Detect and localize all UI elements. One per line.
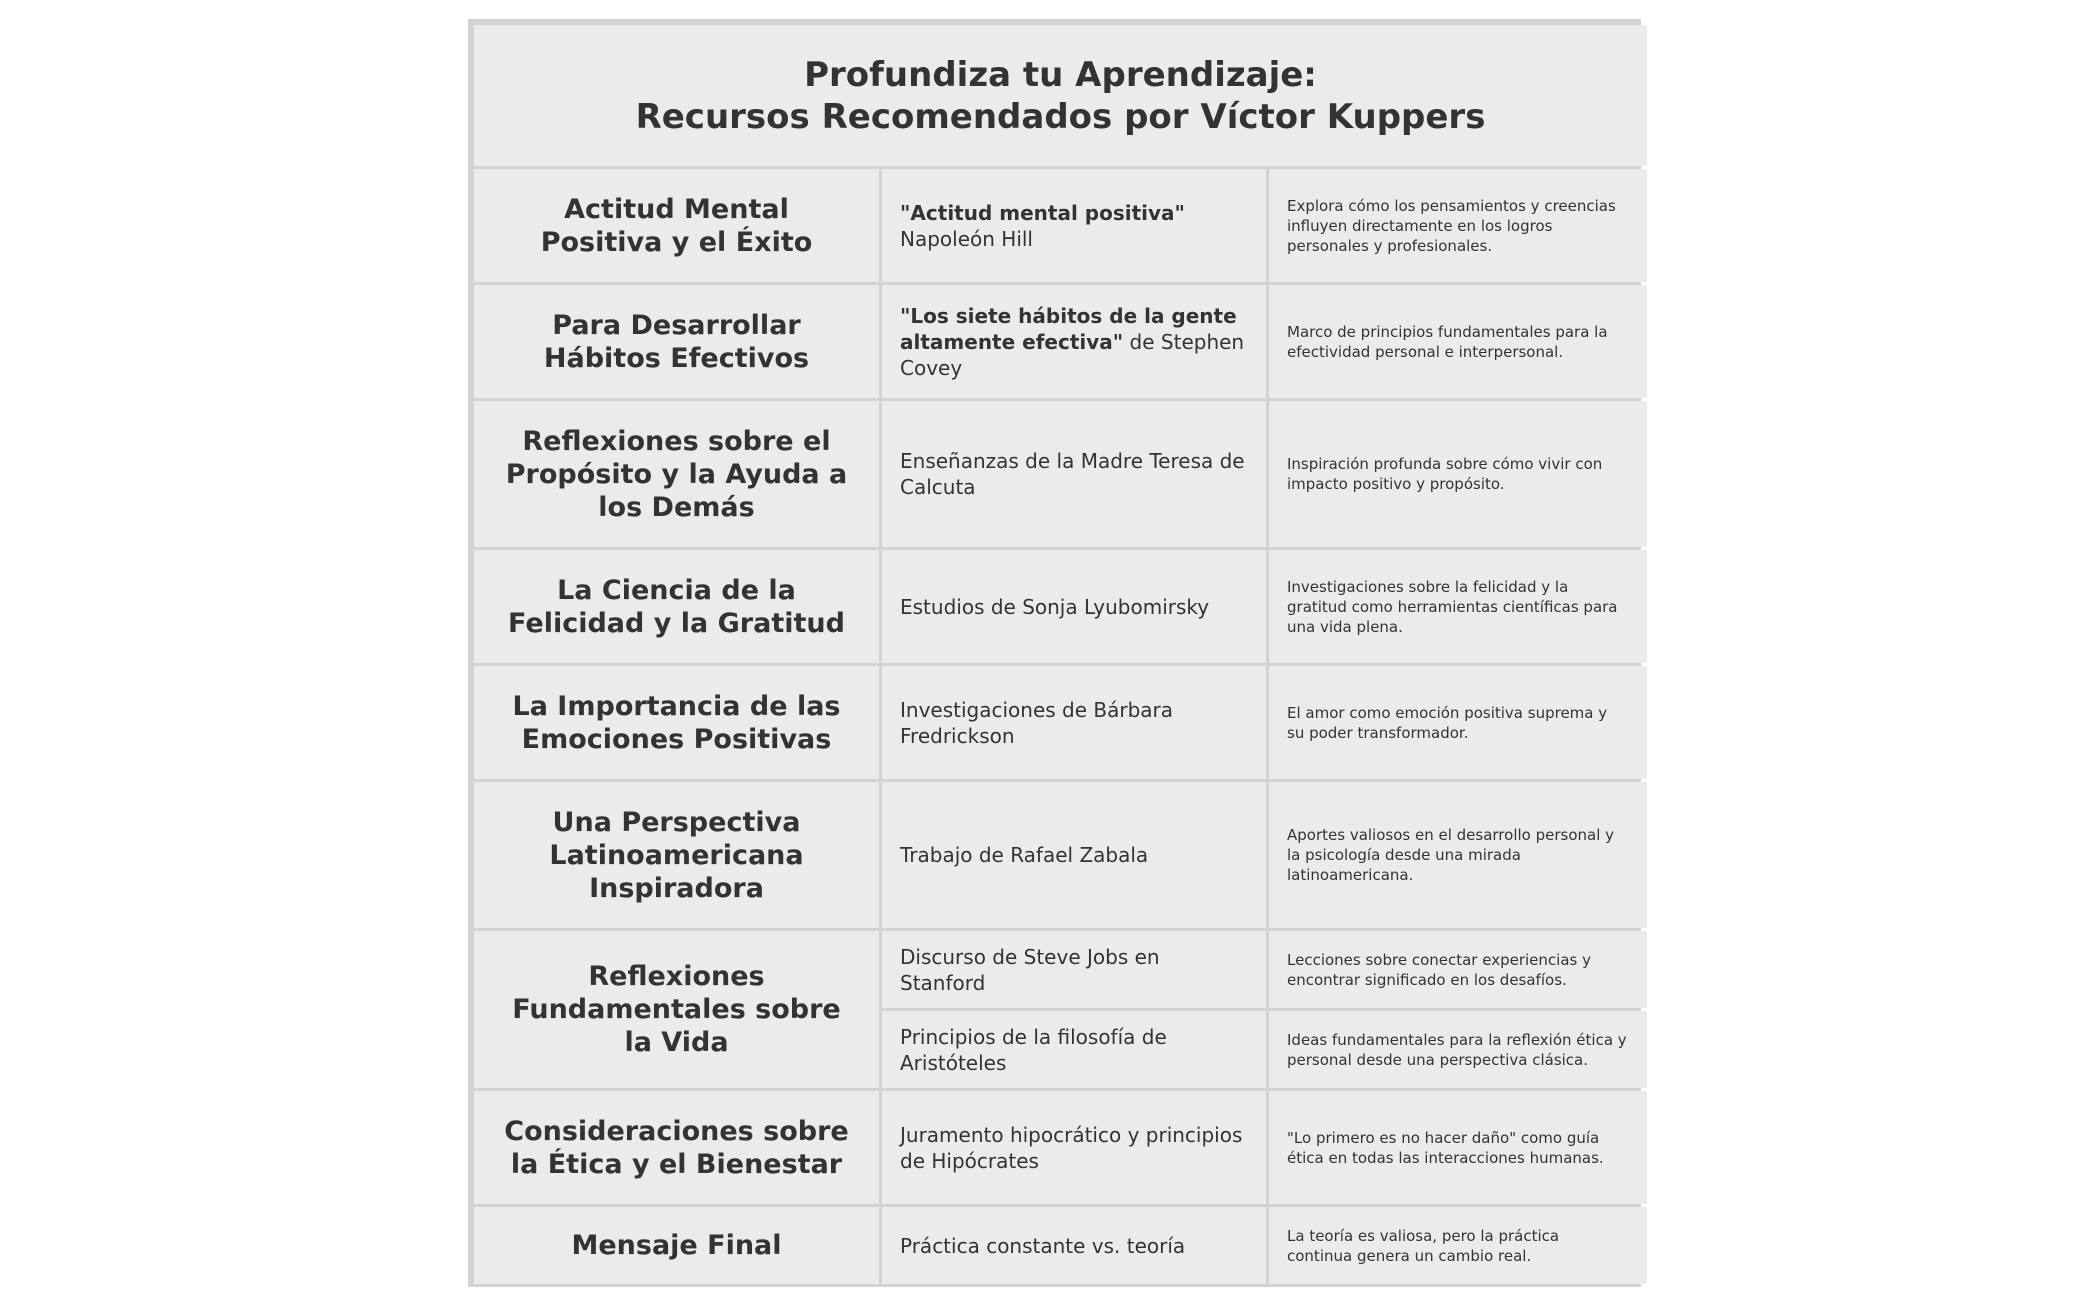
resources-table-frame [468, 19, 1641, 1287]
topic-cell: Para Desarrollar Hábitos Efectivos [474, 285, 879, 398]
resource-cell: Estudios de Sonja Lyubomirsky [882, 550, 1266, 663]
table-row [474, 550, 1647, 663]
title-line-1: Profundiza tu Aprendizaje: [804, 54, 1317, 95]
title-line-2: Recursos Recomendados por Víctor Kuppers [635, 96, 1486, 137]
topic-cell: La Ciencia de la Felicidad y la Gratitud [474, 550, 879, 663]
topic-cell: Reflexiones sobre el Propósito y la Ayuda a los Demás [474, 401, 879, 547]
table-row [474, 931, 1647, 1008]
table-row [474, 401, 1647, 547]
topic-cell: Reflexiones Fundamentales sobre la Vida [474, 931, 879, 1088]
table-title [474, 25, 1647, 166]
resources-table [471, 22, 1650, 1287]
resource-cell: Investigaciones de Bárbara Fredrickson [882, 666, 1266, 779]
topic-cell: La Importancia de las Emociones Positivas [474, 666, 879, 779]
topic-cell: Mensaje Final [474, 1207, 879, 1284]
table-row [474, 666, 1647, 779]
topic-cell: Una Perspectiva Latinoamericana Inspiradora [474, 782, 879, 928]
description-cell: El amor como emoción positiva suprema y su poder transformador. [1269, 666, 1647, 779]
table-row [474, 782, 1647, 928]
description-cell: Inspiración profunda sobre cómo vivir con impacto positivo y propósito. [1269, 401, 1647, 547]
table-row [474, 1091, 1647, 1204]
resource-cell [882, 285, 1266, 398]
resource-title: "Los siete hábitos de la gente altamente efectiva" [900, 303, 1237, 354]
resource-title: "Actitud mental positiva" [900, 200, 1185, 225]
resource-cell: Trabajo de Rafael Zabala [882, 782, 1266, 928]
description-cell: Explora cómo los pensamientos y creencias influyen directamente en los logros personales y profesionales. [1269, 169, 1647, 282]
table-row [474, 285, 1647, 398]
description-cell: Investigaciones sobre la felicidad y la gratitud como herramientas científicas para una vida plena. [1269, 550, 1647, 663]
description-cell: Marco de principios fundamentales para la efectividad personal e interpersonal. [1269, 285, 1647, 398]
topic-cell: Consideraciones sobre la Ética y el Bienestar [474, 1091, 879, 1204]
description-cell: Aportes valiosos en el desarrollo personal y la psicología desde una mirada latinoamericana. [1269, 782, 1647, 928]
resource-cell: Práctica constante vs. teoría [882, 1207, 1266, 1284]
resource-cell: Principios de la filosofía de Aristóteles [882, 1011, 1266, 1088]
description-cell: Ideas fundamentales para la reflexión ética y personal desde una perspectiva clásica. [1269, 1011, 1647, 1088]
table-row [474, 1207, 1647, 1284]
resource-cell [882, 169, 1266, 282]
resource-cell: Discurso de Steve Jobs en Stanford [882, 931, 1266, 1008]
description-cell: Lecciones sobre conectar experiencias y encontrar significado en los desafíos. [1269, 931, 1647, 1008]
description-cell: "Lo primero es no hacer daño" como guía ética en todas las interacciones humanas. [1269, 1091, 1647, 1204]
resource-author: de Stephen Covey [900, 329, 1245, 380]
topic-cell: Actitud Mental Positiva y el Éxito [474, 169, 879, 282]
description-cell: La teoría es valiosa, pero la práctica continua genera un cambio real. [1269, 1207, 1647, 1284]
resource-cell: Juramento hipocrático y principios de Hipócrates [882, 1091, 1266, 1204]
resource-author: Napoleón Hill [900, 226, 1033, 251]
table-row [474, 169, 1647, 282]
resource-cell: Enseñanzas de la Madre Teresa de Calcuta [882, 401, 1266, 547]
